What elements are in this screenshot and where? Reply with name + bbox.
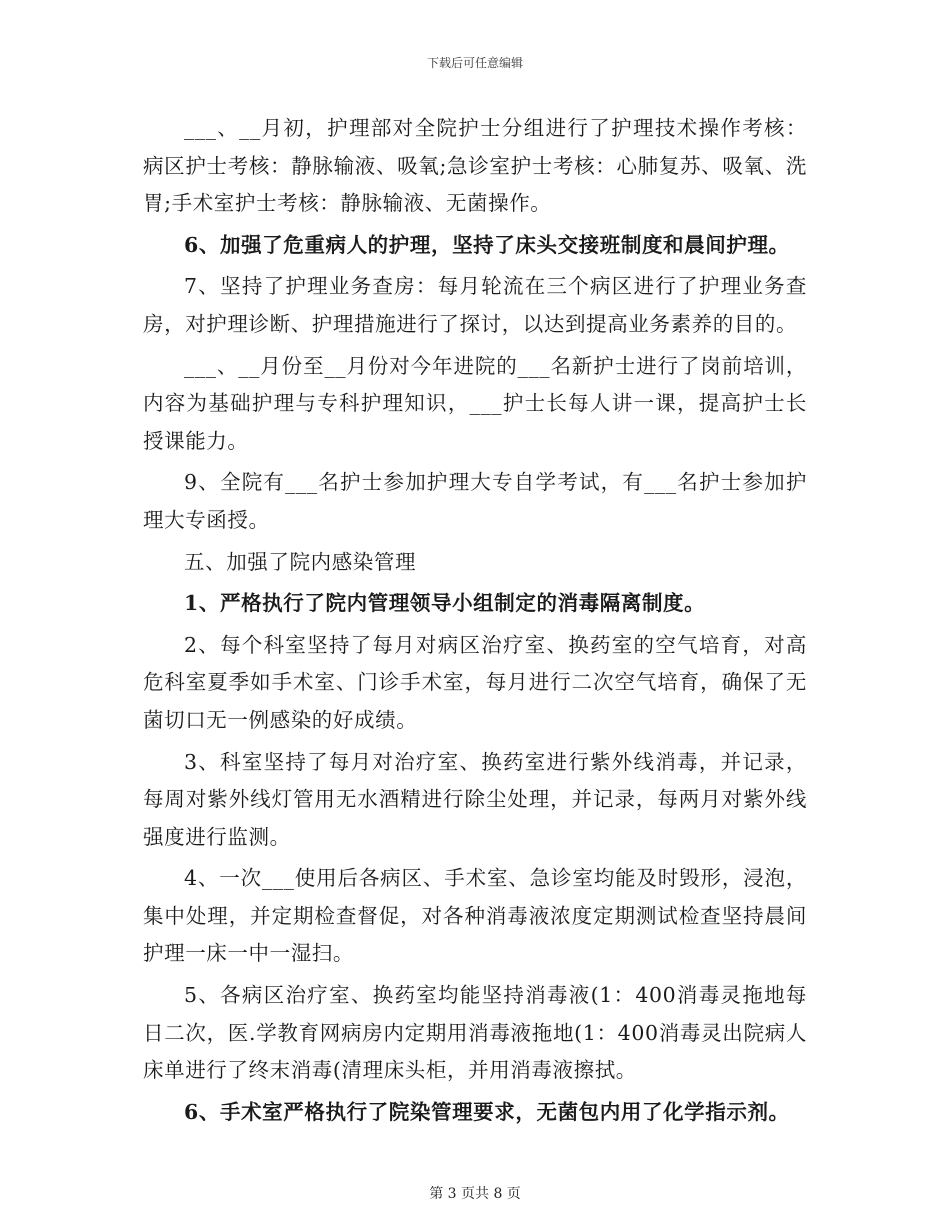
page-footer: 第 3 页共 8 页 — [429, 1186, 521, 1202]
paragraph: 7、坚持了护理业务查房：每月轮流在三个病区进行了护理业务查房，对护理诊断、护理措施进行了探讨，以达到提高业务素养的目的。 — [143, 274, 807, 336]
section-heading: 五、加强了院内感染管理 — [184, 549, 417, 574]
paragraph: 6、加强了危重病人的护理，坚持了床头交接班制度和晨间护理。 — [184, 232, 790, 257]
paragraph: 5、各病区治疗室、换药室均能坚持消毒液(1：400消毒灵拖地每日二次，医.学教育网病房内定期用消毒液拖地(1：400消毒灵出院病人床单进行了终末消毒(清理床头柜，并用消毒液擦拭。 — [143, 983, 807, 1083]
paragraph: 3、科室坚持了每月对治疗室、换药室进行紫外线消毒，并记录，每周对紫外线灯管用无水酒精进行除尘处理，并记录，每两月对紫外线强度进行监测。 — [143, 749, 807, 849]
page-header: 下载后可任意编辑 — [426, 56, 523, 70]
paragraph: 9、全院有___名护士参加护理大专自学考试，有___名护士参加护理大专函授。 — [143, 470, 807, 532]
paragraph: 2、每个科室坚持了每月对病区治疗室、换药室的空气培育，对高危科室夏季如手术室、门诊手术室，每月进行二次空气培育，确保了无菌切口无一例感染的好成绩。 — [143, 632, 807, 732]
document-body — [143, 110, 807, 1135]
paragraph: 1、严格执行了院内管理领导小组制定的消毒隔离制度。 — [184, 591, 706, 616]
paragraph: ___、__月初，护理部对全院护士分组进行了护理技术操作考核：病区护士考核：静脉输液、吸氧;急诊室护士考核：心肺复苏、吸氧、洗胃;手术室护士考核：静脉输液、无菌操作。 — [143, 116, 807, 216]
paragraph: 4、一次___使用后各病区、手术室、急诊室均能及时毁形，浸泡，集中处理，并定期检查督促，对各种消毒液浓度定期测试检查坚持晨间护理一床一中一湿扫。 — [143, 866, 807, 966]
paragraph: 6、手术室严格执行了院染管理要求，无菌包内用了化学指示剂。 — [184, 1099, 790, 1124]
paragraph: ___、__月份至__月份对今年进院的___名新护士进行了岗前培训，内容为基础护理与专科护理知识，___护士长每人讲一课，提高护士长授课能力。 — [143, 353, 807, 453]
